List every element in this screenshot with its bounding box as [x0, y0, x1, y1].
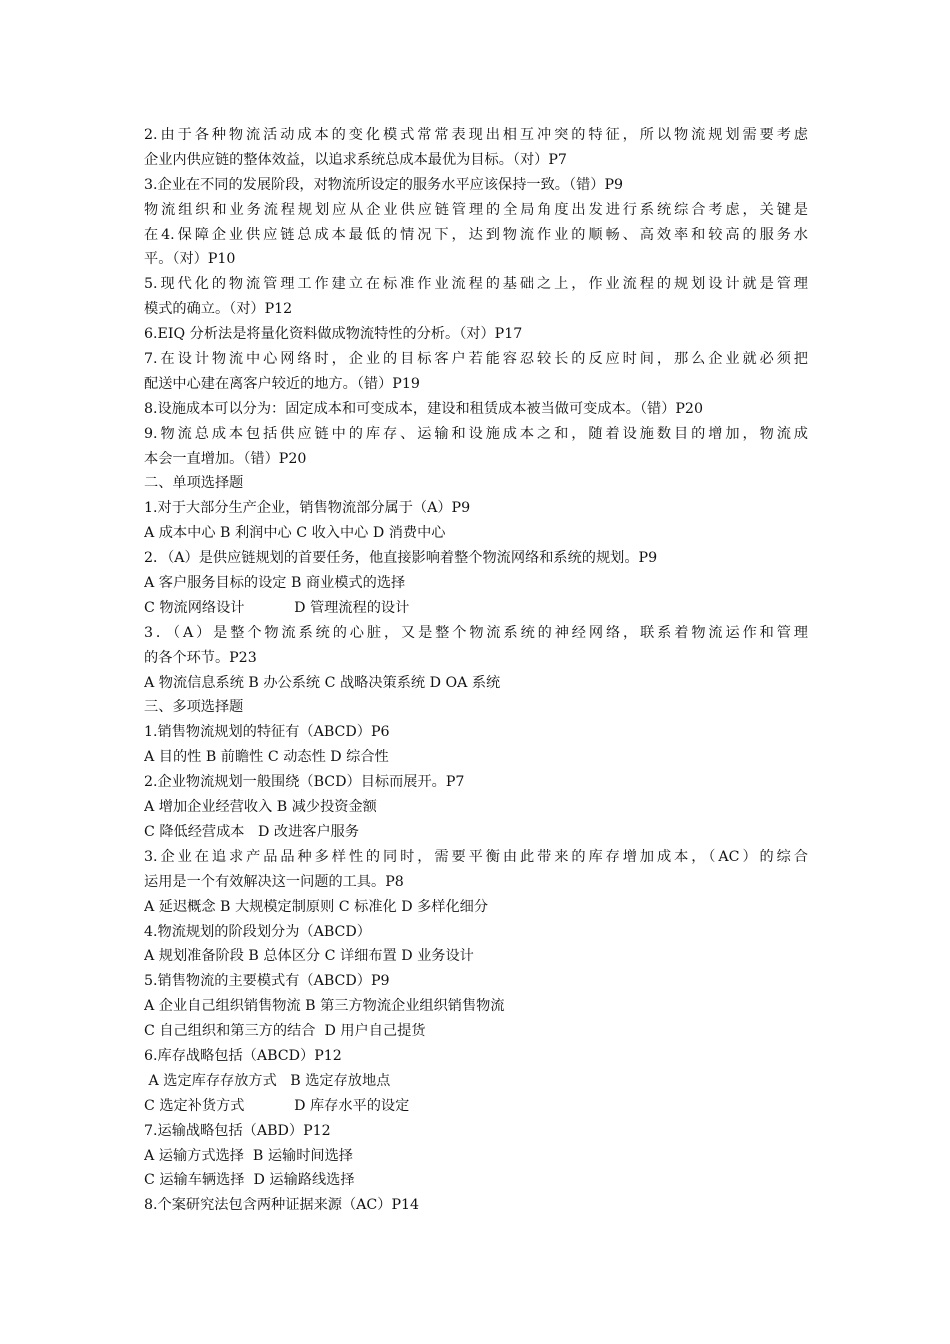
text-line: 7.运输战略包括（ABD）P12 [144, 1122, 331, 1139]
text-line: C 自己组织和第三方的结合 D 用户自己提货 [144, 1023, 426, 1040]
text-line: 3.企业在不同的发展阶段，对物流所设定的服务水平应该保持一致。（错）P9 [144, 176, 624, 193]
text-line: C 降低经营成本 D 改进客户服务 [144, 823, 360, 840]
text-line: 模式的确立。（对）P12 [144, 301, 293, 318]
text-line: A 规划准备阶段 B 总体区分 C 详细布置 D 业务设计 [144, 948, 474, 965]
text-line: 3．（A）是整个物流系统的心脏，又是整个物流系统的神经网络，联系着物流运作和管理 [144, 624, 808, 641]
text-line: A 选定库存存放方式 B 选定存放地点 [144, 1072, 391, 1089]
text-line: 1.对于大部分生产企业，销售物流部分属于（A）P9 [144, 500, 471, 517]
text-line: 8.设施成本可以分为：固定成本和可变成本，建设和租赁成本被当做可变成本。（错）P20 [144, 400, 703, 417]
text-line: 本会一直增加。（错）P20 [144, 450, 307, 467]
text-line: 3.企业在追求产品品种多样性的同时，需要平衡由此带来的库存增加成本，（AC）的综合 [144, 848, 808, 865]
text-line: 8.个案研究法包含两种证据来源（AC）P14 [144, 1197, 420, 1214]
text-line: 配送中心建在离客户较近的地方。（错）P19 [144, 375, 420, 392]
text-line: A 客户服务目标的设定 B 商业模式的选择 [144, 575, 406, 592]
text-line: 2.由于各种物流活动成本的变化模式常常表现出相互冲突的特征，所以物流规划需要考虑 [144, 127, 808, 143]
text-line: A 物流信息系统 B 办公系统 C 战略决策系统 D OA 系统 [144, 674, 501, 691]
text-line: 二、单项选择题 [144, 475, 244, 492]
text-line: 企业内供应链的整体效益，以追求系统总成本最优为目标。（对）P7 [144, 151, 567, 168]
text-line: A 企业自己组织销售物流 B 第三方物流企业组织销售物流 [144, 998, 505, 1015]
text-line: 4.物流规划的阶段划分为（ABCD） [144, 923, 371, 940]
text-line: C 选定补货方式 D 库存水平的设定 [144, 1097, 410, 1114]
text-line: 5.销售物流的主要模式有（ABCD）P9 [144, 973, 390, 990]
text-line: 9.物流总成本包括供应链中的库存、运输和设施成本之和，随着设施数目的增加，物流成 [144, 425, 808, 442]
text-line: A 成本中心 B 利润中心 C 收入中心 D 消费中心 [144, 525, 446, 542]
text-line: 物流组织和业务流程规划应从企业供应链管理的全局角度出发进行系统综合考虑，关键是 [144, 201, 808, 218]
text-line: 2．（A）是供应链规划的首要任务，他直接影响着整个物流网络和系统的规划。P9 [144, 550, 658, 567]
document-body [144, 123, 808, 1218]
text-line: 1.销售物流规划的特征有（ABCD）P6 [144, 724, 390, 741]
text-line: 7.在设计物流中心网络时，企业的目标客户若能容忍较长的反应时间，那么企业就必须把 [144, 351, 808, 368]
text-line: A 延迟概念 B 大规模定制原则 C 标准化 D 多样化细分 [144, 898, 489, 915]
text-line: A 运输方式选择 B 运输时间选择 [144, 1147, 353, 1164]
text-line: A 目的性 B 前瞻性 C 动态性 D 综合性 [144, 749, 389, 766]
text-line: A 增加企业经营收入 B 减少投资金额 [144, 799, 377, 816]
text-line: 在4.保障企业供应链总成本最低的情况下，达到物流作业的顺畅、高效率和较高的服务水 [144, 226, 808, 243]
text-line: 6.库存战略包括（ABCD）P12 [144, 1047, 342, 1064]
text-line: 6.EIQ 分析法是将量化资料做成物流特性的分析。（对）P17 [144, 326, 523, 343]
text-line: 三、多项选择题 [144, 699, 244, 716]
text-line: 2.企业物流规划一般围绕（BCD）目标而展开。P7 [144, 774, 465, 791]
text-line: C 物流网络设计 D 管理流程的设计 [144, 599, 410, 616]
text-line: 5.现代化的物流管理工作建立在标准作业流程的基础之上，作业流程的规划设计就是管理 [144, 276, 808, 293]
text-line: 运用是一个有效解决这一问题的工具。P8 [144, 873, 404, 890]
text-line: C 运输车辆选择 D 运输路线选择 [144, 1172, 355, 1189]
text-line: 平。（对）P10 [144, 251, 236, 268]
text-line: 的各个环节。P23 [144, 649, 257, 666]
